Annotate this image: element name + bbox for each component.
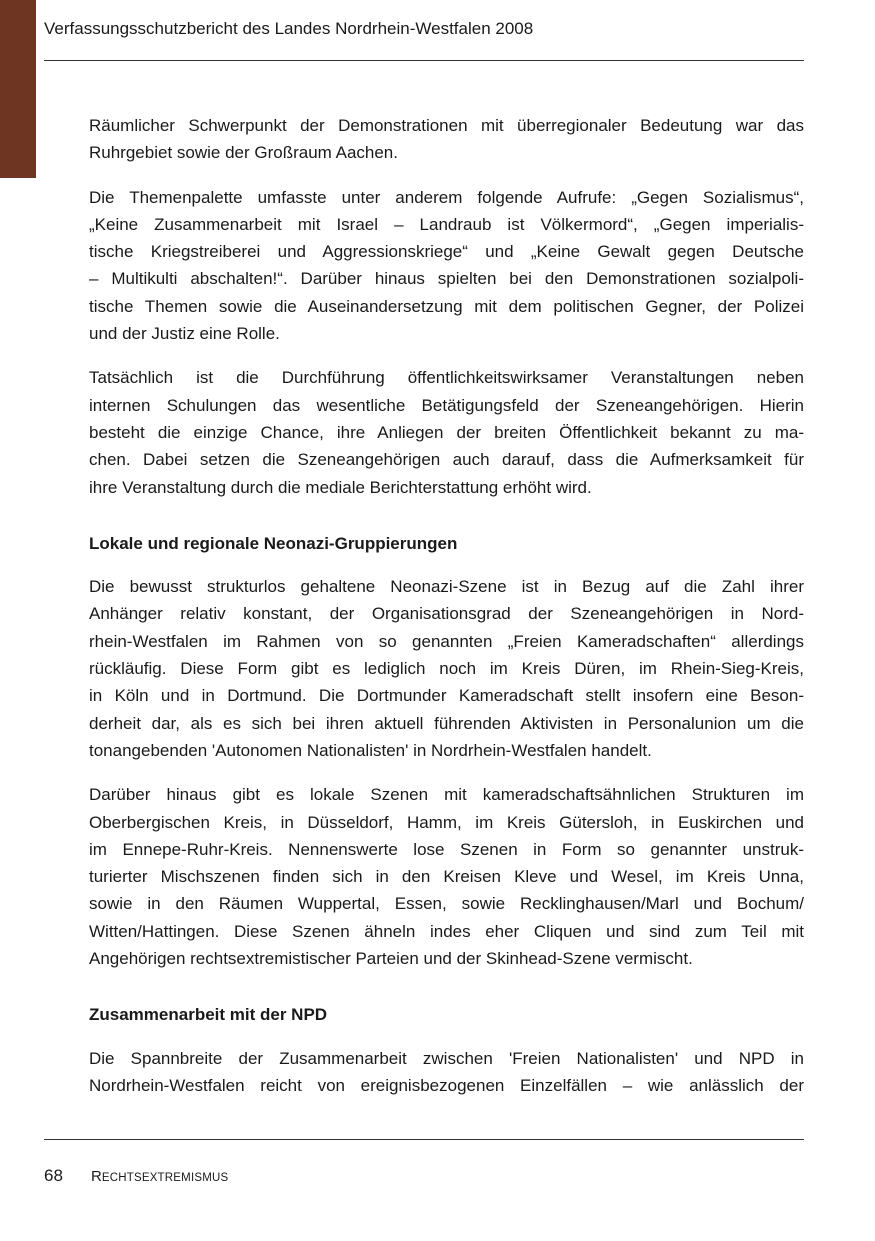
section-label-rest: ECHTSEXTREMISMUS xyxy=(101,1172,229,1184)
section-label-initial: R xyxy=(91,1168,102,1185)
text-line: Die Spannbreite der Zusammenarbeit zwischen 'Freien Nationalisten' und NPD in xyxy=(89,1048,804,1068)
text-line: Tatsächlich ist die Durchführung öffentlichkeitswirksamer Veranstaltungen neben xyxy=(89,368,804,388)
paragraph-veranstaltungen xyxy=(89,364,804,500)
header-rule xyxy=(44,60,804,61)
text-line: Witten/Hattingen. Diese Szenen ähneln indes eher Cliquen und sind zum Teil mit xyxy=(89,921,804,941)
text-line: chen. Dabei setzen die Szeneangehörigen auch darauf, dass die Aufmerksamkeit für xyxy=(89,450,804,470)
text-line: ihre Veranstaltung durch die mediale Berichterstattung erhöht wird. xyxy=(89,477,592,497)
text-line: Ruhrgebiet sowie der Großraum Aachen. xyxy=(89,143,398,163)
paragraph-themenpalette xyxy=(89,184,804,348)
paragraph-npd xyxy=(89,1045,804,1100)
text-line: Anhänger relativ konstant, der Organisationsgrad der Szeneangehörigen in Nord- xyxy=(89,604,804,624)
text-line: rhein-Westfalen im Rahmen von so genannten „Freien Kameradschaften“ allerdings xyxy=(89,631,804,651)
body-text xyxy=(89,112,804,1116)
text-line: – Multikulti abschalten!“. Darüber hinaus spielten bei den Demonstrationen sozialpoli- xyxy=(89,269,804,289)
footer-rule xyxy=(44,1139,804,1140)
text-line: rückläufig. Diese Form gibt es lediglich noch im Kreis Düren, im Rhein-Sieg-Kreis, xyxy=(89,659,804,679)
text-line: und der Justiz eine Rolle. xyxy=(89,324,280,344)
section-label xyxy=(91,1166,228,1185)
text-line: Angehörigen rechtsextremistischer Parteien und der Skinhead-Szene vermischt. xyxy=(89,949,693,969)
text-line: turierter Mischszenen finden sich in den Kreisen Kleve und Wesel, im Kreis Unna, xyxy=(89,867,804,887)
text-line: Darüber hinaus gibt es lokale Szenen mit kameradschaftsähnlichen Strukturen im xyxy=(89,785,804,805)
page-number: 68 xyxy=(44,1166,63,1185)
section-heading-npd: Zusammenarbeit mit der NPD xyxy=(89,1005,328,1025)
page-footer xyxy=(44,1163,228,1189)
side-color-tab xyxy=(0,0,36,178)
text-line: derheit dar, als es sich bei ihren aktuell führenden Aktivisten in Personalunion um die xyxy=(89,713,804,733)
text-line: internen Schulungen das wesentliche Betätigungsfeld der Szeneangehörigen. Hierin xyxy=(89,395,804,415)
text-line: Räumlicher Schwerpunkt der Demonstrationen mit überregionaler Bedeutung war das xyxy=(89,116,804,135)
text-line: in Köln und in Dortmund. Die Dortmunder Kameradschaft stellt insofern eine Beson- xyxy=(89,686,804,706)
text-line: besteht die einzige Chance, ihre Anliegen der breiten Öffentlichkeit bekannt zu ma- xyxy=(89,422,804,442)
text-line: Die bewusst strukturlos gehaltene Neonazi-Szene ist in Bezug auf die Zahl ihrer xyxy=(89,577,804,597)
text-line: im Ennepe-Ruhr-Kreis. Nennenswerte lose Szenen in Form so genannter unstruk- xyxy=(89,839,804,859)
paragraph-schwerpunkt xyxy=(89,112,804,167)
paragraph-neonazi-szene xyxy=(89,573,804,764)
text-line: Nordrhein-Westfalen reicht von ereignisbezogenen Einzelfällen – wie anlässlich der xyxy=(89,1075,804,1095)
text-line: tische Themen sowie die Auseinandersetzung mit dem politischen Gegner, der Polizei xyxy=(89,296,804,316)
text-line: tische Kriegstreiberei und Aggressionskriege“ und „Keine Gewalt gegen Deutsche xyxy=(89,242,804,262)
text-line: Oberbergischen Kreis, in Düsseldorf, Hamm, im Kreis Gütersloh, in Euskirchen und xyxy=(89,812,804,832)
text-line: „Keine Zusammenarbeit mit Israel – Landraub ist Völkermord“, „Gegen imperialis- xyxy=(89,214,804,234)
paragraph-lokale-szenen xyxy=(89,781,804,972)
running-header-title: Verfassungsschutzbericht des Landes Nordrhein-Westfalen 2008 xyxy=(44,19,534,38)
text-line: sowie in den Räumen Wuppertal, Essen, sowie Recklinghausen/Marl und Bochum/ xyxy=(89,894,804,914)
text-line: tonangebenden 'Autonomen Nationalisten' in Nordrhein-Westfalen handelt. xyxy=(89,740,652,760)
text-line: Die Themenpalette umfasste unter anderem folgende Aufrufe: „Gegen Sozialismus“, xyxy=(89,187,804,207)
section-heading-lokale-gruppierungen: Lokale und regionale Neonazi-Gruppierungen xyxy=(89,533,458,553)
